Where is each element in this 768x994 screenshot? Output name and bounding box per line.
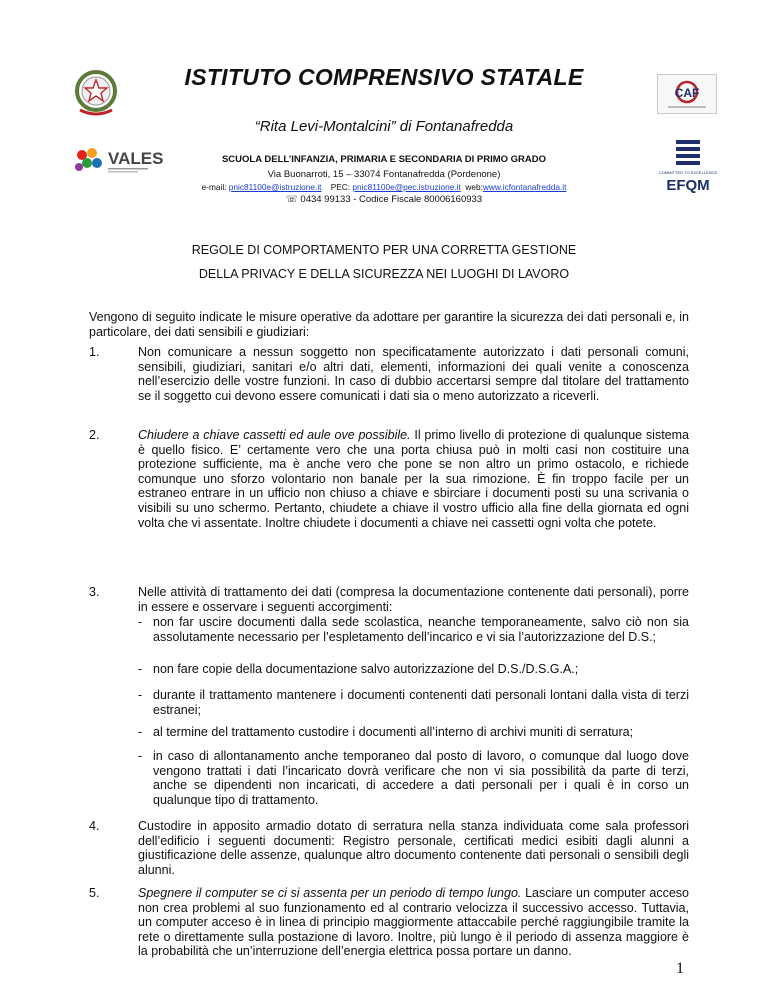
item-number: 4. bbox=[89, 819, 100, 833]
item-text: Spegnere il computer se ci si assenta per un periodo di tempo lungo. Lasciare un computer acceso non crea problemi al suo funzionamento ed al contrario velocizza il successivo accesso. Tuttavia, un computer acceso è in linea di principio maggiormente attaccabile perché raggiungibile tramite la rete o direttamente sulla postazione di lavoro. Inoltre, più lungo è il periodo di assenza maggiore è la probabilità che un’interruzione dell’energia elettrica possa portare un danno. bbox=[138, 886, 689, 959]
item-text: Non comunicare a nessun soggetto non specificatamente autorizzato i dati personali comuni, sensibili, giudiziari, sanitari e/o altri dati, elementi, informazioni dei quali venite a conoscenza nell’esercizio delle vostre funzioni. In caso di dubbio accertarsi sempre dal titolare del trattamento se il soggetto cui devono essere comunicati i dati sia o meno autorizzato a riceverli. bbox=[138, 345, 689, 403]
vales-logo-text: VALES bbox=[108, 149, 164, 168]
document-title-line-1: REGOLE DI COMPORTAMENTO PER UNA CORRETTA GESTIONE bbox=[191, 243, 577, 257]
phone-line bbox=[0, 194, 768, 205]
item-lead: Spegnere il computer se ci si assenta per un periodo di tempo lungo. bbox=[138, 886, 522, 900]
phone-and-tax-code: 0434 99133 - Codice Fiscale 80006160933 bbox=[300, 194, 483, 205]
sub-item-text: durante il trattamento mantenere i documenti contenenti dati personali lontani dalla vista di terzi estranei; bbox=[153, 688, 689, 717]
institute-title: ISTITUTO COMPRENSIVO STATALE bbox=[184, 64, 584, 90]
item-lead: Chiudere a chiave cassetti ed aule ove possibile. bbox=[138, 428, 411, 442]
dash-bullet: - bbox=[138, 662, 143, 676]
page-number: 1 bbox=[676, 960, 684, 977]
caf-logo-text: CAF bbox=[674, 86, 700, 100]
item-number: 5. bbox=[89, 886, 100, 900]
item-text: Nelle attività di trattamento dei dati (compresa la documentazione contenente dati personali), porre in essere e osservare i seguenti accorgimenti: bbox=[138, 585, 689, 614]
dash-bullet: - bbox=[138, 688, 143, 702]
sub-item-text: non far uscire documenti dalla sede scolastica, neanche temporaneamente, salvo ciò non sia assolutamente necessario per l’espletamento dell’incarico e vi sia l’autorizzazione del D.S.; bbox=[153, 615, 689, 644]
item-number: 1. bbox=[89, 345, 100, 359]
phone-icon: ☏ bbox=[285, 194, 298, 205]
web-link[interactable]: www.icfontanafredda.it bbox=[482, 182, 567, 192]
sub-item-text: non fare copie della documentazione salvo autorizzazione del D.S./D.S.G.A.; bbox=[153, 662, 579, 676]
dash-bullet: - bbox=[138, 749, 143, 763]
sub-item-text: in caso di allontanamento anche temporaneo dal posto di lavoro, o comunque dal luogo dove vengono trattati i dati l’incaricato dovrà verificare che non vi sia possibilità da parte di terzi, anche se dipendenti non incaricati, di accedere a dati personali per i quali è in corso un qualunque tipo di trattamento. bbox=[153, 749, 689, 807]
item-text: Custodire in apposito armadio dotato di serratura nella stanza individuata come sala professori dell’edificio i seguenti documenti: Registro personale, certificati medici esibiti dagli alunni a giustificazione delle assenze, qualunque altro documento contenente dati personali o sensibili degli alunni. bbox=[138, 819, 689, 877]
document-title-line-2: DELLA PRIVACY E DELLA SICUREZZA NEI LUOGHI DI LAVORO bbox=[198, 267, 570, 281]
web-label: web: bbox=[465, 182, 483, 192]
institute-subtitle: “Rita Levi-Montalcini” di Fontanafredda bbox=[254, 118, 514, 135]
school-type: SCUOLA DELL’INFANZIA, PRIMARIA E SECONDARIA DI PRIMO GRADO bbox=[221, 154, 547, 165]
email-label: e-mail: bbox=[201, 182, 227, 192]
intro-paragraph: Vengono di seguito indicate le misure operative da adottare per garantire la sicurezza dei dati personali e, in particolare, dei dati sensibili e giudiziari: bbox=[89, 310, 689, 339]
school-address: Via Buonarroti, 15 – 33074 Fontanafredda (Pordenone) bbox=[267, 169, 501, 180]
item-text: Chiudere a chiave cassetti ed aule ove possibile. Il primo livello di protezione di qualunque sistema è quello fisico. E’ certamente vero che una porta chiusa può in molti casi non costituire una protezione sufficiente, ma è anche vero che pone se non altro un primo ostacolo, e richiede comunque uno sforzo volontario non banale per la sua rimozione. È fin troppo facile per un estraneo entrare in un ufficio non chiuso a chiave e sbirciare i documenti posti su una scrivania o visibili su uno schermo. Pertanto, chiudete a chiave il vostro ufficio alla fine della giornata ed ogni volta che vi assentate. Inoltre chiudete i documenti a chiave nei cassetti ogni volta che potete. bbox=[138, 428, 689, 530]
sub-item-text: al termine del trattamento custodire i documenti all’interno di archivi muniti di serratura; bbox=[153, 725, 634, 739]
dash-bullet: - bbox=[138, 725, 143, 739]
efqm-committed-text: COMMITTED TO EXCELLENCE bbox=[658, 170, 718, 175]
item-number: 3. bbox=[89, 585, 100, 599]
email-link[interactable]: pnic81100e@istruzione.it bbox=[228, 182, 322, 192]
pec-link[interactable]: pnic81100e@pec.istruzione.it bbox=[352, 182, 461, 192]
pec-label: PEC: bbox=[330, 182, 351, 192]
dash-bullet: - bbox=[138, 615, 143, 629]
item-number: 2. bbox=[89, 428, 100, 442]
efqm-logo-text: EFQM bbox=[666, 177, 710, 194]
contact-line bbox=[0, 182, 768, 192]
